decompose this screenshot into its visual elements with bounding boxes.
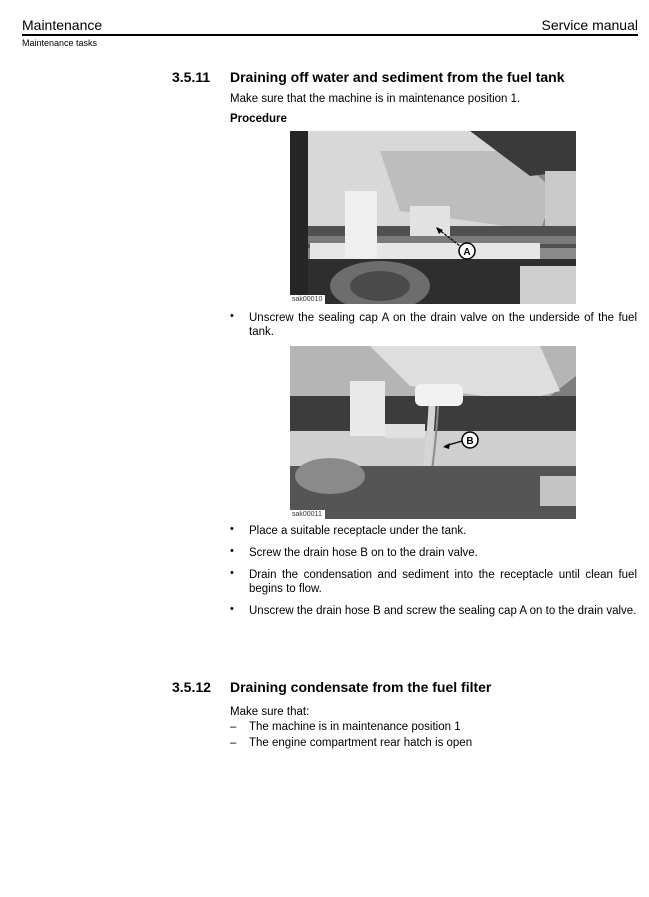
header-manual-title: Service manual <box>541 17 638 33</box>
bullet-icon: • <box>230 603 234 615</box>
figure-label: sak00010 <box>290 295 325 304</box>
dash-icon: – <box>230 737 237 749</box>
dash-icon: – <box>230 721 237 733</box>
step-text: Unscrew the drain hose B and screw the sealing cap A on to the drain valve. <box>249 605 637 617</box>
step-text: Drain the condensation and sediment into the receptacle until clean fuel begins to flow. <box>249 569 637 595</box>
condition-text: The machine is in maintenance position 1 <box>249 721 461 733</box>
precondition-text: Make sure that the machine is in maintenance position 1. <box>230 93 521 105</box>
header-chapter: Maintenance <box>22 17 103 33</box>
step-text: Place a suitable receptacle under the tank. <box>249 525 467 537</box>
bullet-icon: • <box>230 523 234 535</box>
section-title: Draining condensate from the fuel filter <box>230 679 492 695</box>
intro-text: Make sure that: <box>230 706 310 718</box>
procedure-label: Procedure <box>230 113 287 125</box>
figure-drain-hose <box>290 346 576 519</box>
header-subheading: Maintenance tasks <box>22 38 98 48</box>
bullet-icon: • <box>230 567 234 579</box>
section-title: Draining off water and sediment from the fuel tank <box>230 69 565 85</box>
condition-text: The engine compartment rear hatch is open <box>249 737 473 749</box>
callout-b: B <box>466 436 474 447</box>
bullet-icon: • <box>230 545 234 557</box>
section-number: 3.5.12 <box>172 679 211 695</box>
figure-sealing-cap <box>290 131 576 304</box>
photo-drain-hose <box>290 346 576 519</box>
callout-a: A <box>463 247 471 258</box>
photo-fuel-tank-underside <box>290 131 576 304</box>
figure-label: sak00011 <box>290 510 325 519</box>
step-text: Screw the drain hose B on to the drain valve. <box>249 547 478 559</box>
header-rule <box>22 34 638 36</box>
bullet-icon: • <box>230 310 234 322</box>
step-text: Unscrew the sealing cap A on the drain valve on the underside of the fuel tank. <box>249 312 637 338</box>
section-number: 3.5.11 <box>172 69 211 85</box>
